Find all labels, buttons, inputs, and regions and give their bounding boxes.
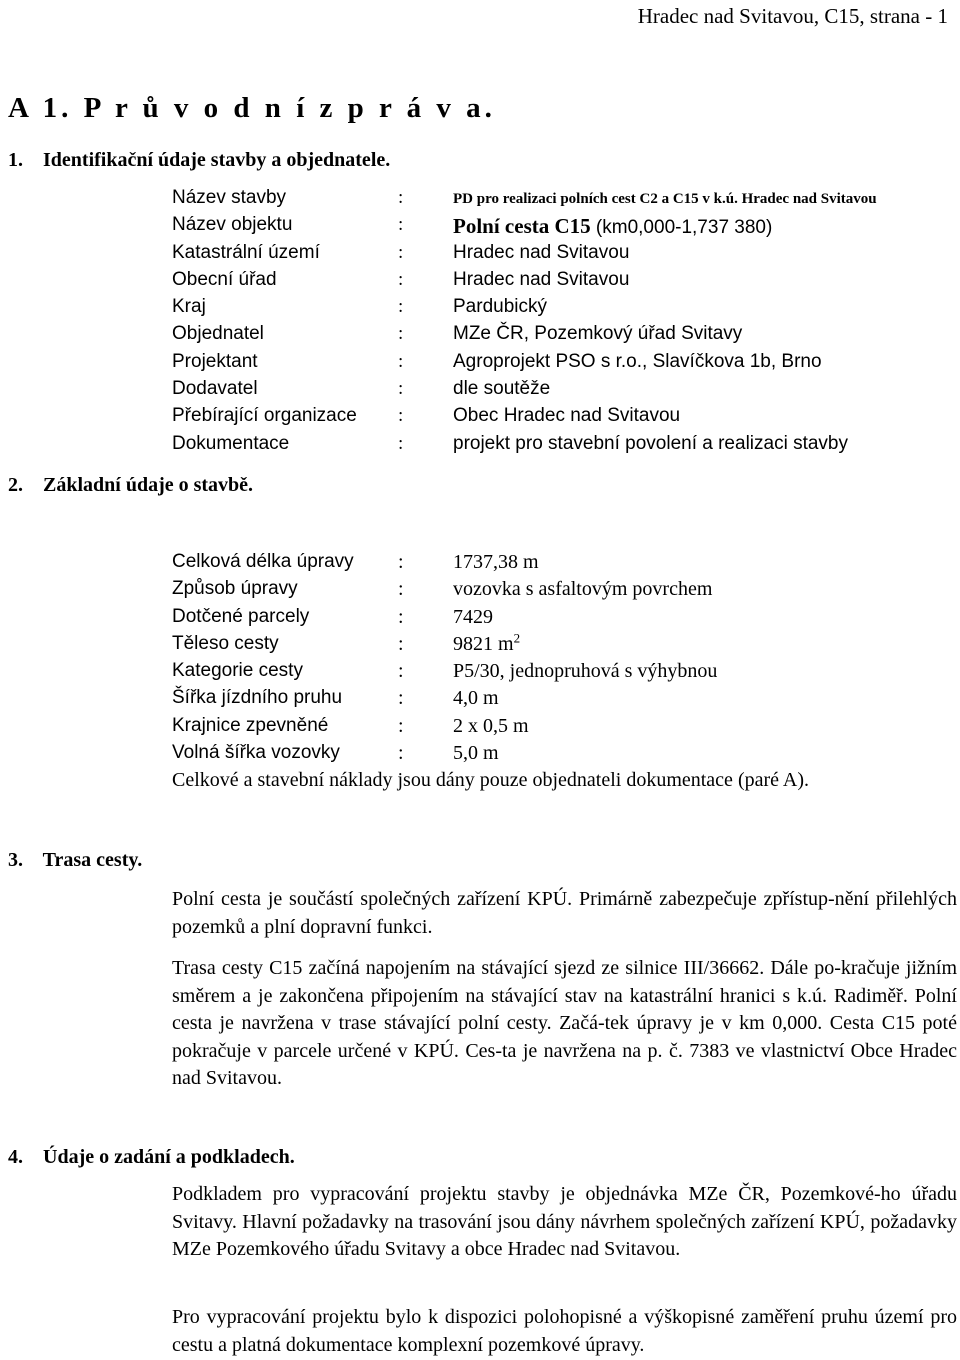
row-value: 4,0 m	[453, 687, 499, 710]
row-value: vozovka s asfaltovým povrchem	[453, 578, 713, 601]
section-number: 1.	[8, 149, 23, 171]
costs-note: Celkové a stavební náklady jsou dány pouze objednateli dokumentace (paré A).	[172, 769, 810, 792]
table-row	[172, 578, 809, 605]
row-label: Dodavatel	[172, 378, 258, 400]
basic-data-table	[172, 551, 809, 797]
row-colon: :	[398, 241, 404, 263]
row-label: Přebírající organizace	[172, 405, 357, 427]
row-label: Objednatel	[172, 323, 264, 345]
row-value: dle soutěže	[453, 378, 551, 400]
section-1-heading	[8, 149, 390, 172]
row-colon: :	[398, 268, 404, 290]
row-value: Pardubický	[453, 296, 547, 318]
page-header: Hradec nad Svitavou, C15, strana - 1	[637, 4, 948, 28]
row-label: Kraj	[172, 296, 206, 318]
section-title: Základní údaje o stavbě.	[43, 474, 254, 496]
row-colon: :	[398, 714, 404, 737]
row-value	[453, 630, 521, 656]
area-value: 9821 m	[453, 632, 514, 655]
section-4-heading	[8, 1146, 295, 1169]
section-number: 2.	[8, 474, 23, 496]
row-colon: :	[398, 378, 404, 400]
row-colon: :	[398, 187, 404, 208]
route-paragraph-2: Trasa cesty C15 začíná napojením na stávající sjezd ze silnice III/36662. Dále po-kračuje jižním směrem a je zakončena připojením na stávající stav na katastrální hranici s k.ú. Radiměř. Polní cesta je navržena v trase stávající polní cesty. Začá-tek úpravy je v km 0,000. Cesta C15 poté pokračuje v parcele určené v KPÚ. Ces-ta je navržena na p. č. 7383 ve vlastnictví Obce Hradec nad Svitavou.	[172, 957, 957, 1090]
row-value: 2 x 0,5 m	[453, 714, 529, 737]
table-row	[172, 660, 809, 687]
row-label: Dokumentace	[172, 432, 290, 454]
row-label: Těleso cesty	[172, 632, 279, 654]
section-number: 3.	[8, 849, 23, 871]
row-label: Krajnice zpevněné	[172, 714, 329, 736]
row-label: Projektant	[172, 350, 258, 372]
object-name: Polní cesta C15	[453, 214, 591, 239]
table-row	[172, 630, 809, 660]
section-number: 4.	[8, 1146, 23, 1168]
row-colon: :	[398, 551, 404, 573]
row-colon: :	[398, 214, 404, 236]
row-colon: :	[398, 632, 404, 655]
row-colon: :	[398, 687, 404, 710]
row-label: Název stavby	[172, 187, 287, 208]
assignment-paragraph-2: Pro vypracování projektu bylo k dispozici polohopisné a výškopisné zaměření pruhu území pro cestu a platná dokumentace komplexní pozemkové úpravy.	[172, 1306, 957, 1356]
row-value: 1737,38 m	[453, 551, 539, 573]
section-title: Trasa cesty.	[42, 849, 143, 871]
row-colon: :	[398, 432, 404, 454]
row-value: PD pro realizaci polních cest C2 a C15 v k.ú. Hradec nad Svitavou	[453, 191, 877, 207]
section-title: Identifikační údaje stavby a objednatele.	[43, 149, 391, 171]
row-colon: :	[398, 296, 404, 318]
section-title: Údaje o zadání a podkladech.	[43, 1146, 295, 1168]
row-label: Kategorie cesty	[172, 660, 303, 682]
row-value: MZe ČR, Pozemkový úřad Svitavy	[453, 323, 743, 345]
row-colon: :	[398, 350, 404, 372]
object-range: (km0,000-1,737 380)	[590, 217, 773, 239]
document-heading: A 1. P r ů v o d n í z p r á v a.	[8, 92, 496, 124]
table-row	[172, 687, 809, 714]
table-row	[172, 715, 809, 742]
superscript: 2	[513, 630, 521, 646]
route-paragraph-1: Polní cesta je součástí společných zařízení KPÚ. Primárně zabezpečuje zpřístup-nění přilehlých pozemků a plní dopravní funkci.	[172, 888, 957, 938]
row-label: Celková délka úpravy	[172, 551, 354, 572]
row-colon: :	[398, 405, 404, 427]
row-value: Hradec nad Svitavou	[453, 268, 630, 290]
row-label: Šířka jízdního pruhu	[172, 687, 343, 709]
table-row	[172, 606, 809, 633]
row-label: Katastrální území	[172, 241, 320, 263]
row-label: Obecní úřad	[172, 268, 277, 290]
row-label: Volná šířka vozovky	[172, 742, 340, 764]
row-colon: :	[398, 660, 404, 683]
row-value: Obec Hradec nad Svitavou	[453, 405, 681, 427]
row-colon: :	[398, 605, 404, 628]
row-value: 5,0 m	[453, 742, 499, 765]
row-label: Název objektu	[172, 214, 293, 236]
section-2-heading	[8, 474, 253, 497]
row-label: Způsob úpravy	[172, 578, 298, 600]
row-value	[453, 214, 772, 239]
assignment-paragraph-1: Podkladem pro vypracování projektu stavby je objednávka MZe ČR, Pozemkové-ho úřadu Svitavy. Hlavní požadavky na trasování jsou dány návrhem společných zařízení KPÚ, požadavky MZe Pozemkového úřadu Svitavy a obce Hradec nad Svitavou.	[172, 1183, 957, 1261]
row-value: 7429	[453, 605, 493, 628]
table-row	[172, 551, 809, 578]
row-label: Dotčené parcely	[172, 605, 310, 627]
row-value: Agroprojekt PSO s r.o., Slavíčkova 1b, Brno	[453, 350, 822, 372]
row-colon: :	[398, 578, 404, 601]
row-colon: :	[398, 323, 404, 345]
row-value: Hradec nad Svitavou	[453, 241, 630, 263]
row-value: P5/30, jednopruhová s výhybnou	[453, 660, 718, 683]
row-colon: :	[398, 742, 404, 765]
row-value: projekt pro stavební povolení a realizaci stavby	[453, 432, 848, 454]
section-3-heading	[8, 849, 142, 872]
table-row	[172, 742, 809, 769]
